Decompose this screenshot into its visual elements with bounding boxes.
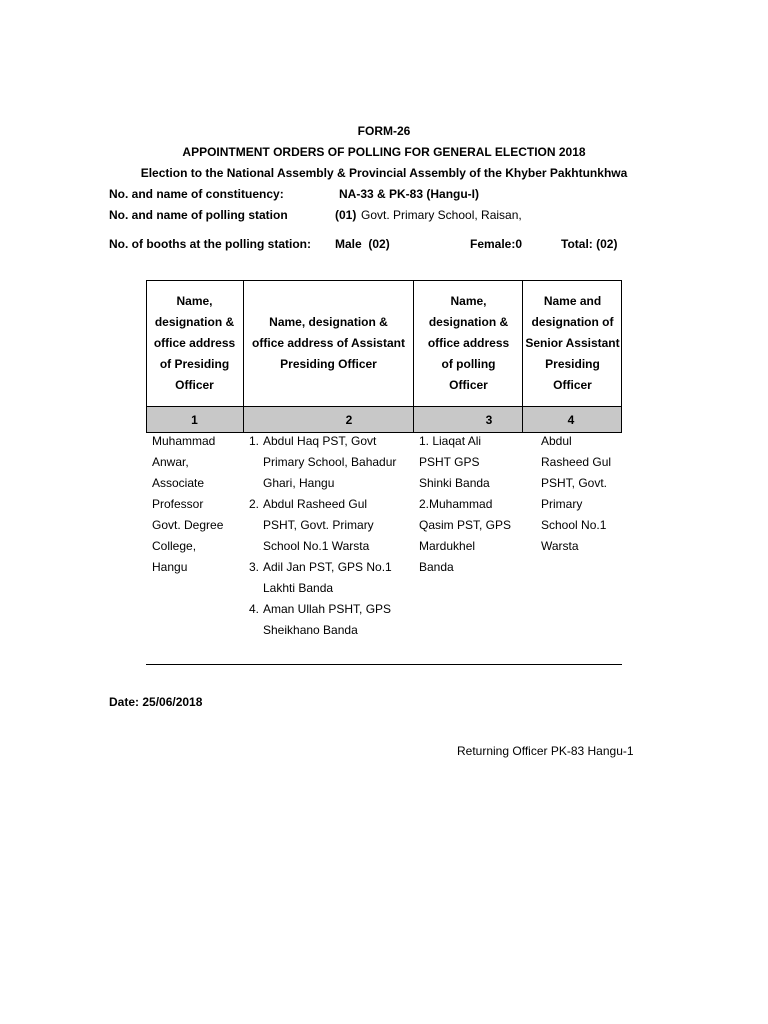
table-border-right bbox=[621, 280, 622, 433]
list-item bbox=[249, 557, 414, 599]
booths-label: No. of booths at the polling station: bbox=[109, 237, 311, 251]
cell-line: PSHT, Govt. bbox=[541, 476, 608, 490]
cell-line: School No.1 Warsta bbox=[263, 539, 370, 553]
presiding-officer-cell bbox=[152, 431, 244, 578]
cell-line: College, bbox=[152, 539, 197, 553]
polling-station-label: No. and name of polling station bbox=[109, 208, 288, 222]
cell-line: Abdul Rasheed Gul bbox=[263, 497, 368, 511]
cell-line: Sheikhano Banda bbox=[263, 623, 358, 637]
column-number-2: 2 bbox=[345, 412, 353, 427]
cell-line: School No.1 bbox=[541, 518, 607, 532]
cell-line: Banda bbox=[419, 560, 454, 574]
cell-line: Primary bbox=[541, 497, 583, 511]
column-number-4: 4 bbox=[567, 412, 575, 427]
column-header-senior-assistant: Name and designation of Senior Assistant Presiding Officer bbox=[525, 293, 620, 392]
cell-line: Aman Ullah PSHT, GPS bbox=[263, 602, 392, 616]
assistant-presiding-officers-list bbox=[249, 431, 414, 641]
cell-line: Govt. Degree bbox=[152, 518, 224, 532]
constituency-value: NA-33 & PK-83 (Hangu-I) bbox=[339, 187, 480, 201]
document-title: APPOINTMENT ORDERS OF POLLING FOR GENERAL ELECTION 2018 bbox=[182, 145, 586, 159]
list-item bbox=[249, 431, 414, 494]
polling-officers-cell bbox=[419, 431, 523, 578]
column-number-3: 3 bbox=[485, 412, 493, 427]
cell-line: Shinki Banda bbox=[419, 476, 490, 490]
document-subtitle: Election to the National Assembly & Provincial Assembly of the Khyber Pakhtunkhwa bbox=[140, 166, 628, 180]
cell-line: Qasim PST, GPS bbox=[419, 518, 512, 532]
column-header-assistant-presiding-officer: Name, designation & office address of Assistant Presiding Officer bbox=[252, 314, 405, 371]
cell-line: Mardukhel bbox=[419, 539, 476, 553]
list-number: 3. bbox=[249, 560, 260, 574]
cell-line: PSHT GPS bbox=[419, 455, 480, 469]
date-label: Date: 25/06/2018 bbox=[109, 695, 203, 709]
cell-line: Hangu bbox=[152, 560, 188, 574]
cell-line: Adil Jan PST, GPS No.1 bbox=[263, 560, 392, 574]
booths-total: Total: (02) bbox=[561, 237, 618, 251]
senior-assistant-cell bbox=[541, 431, 631, 557]
form-number: FORM-26 bbox=[357, 124, 411, 138]
column-header-presiding-officer: Name, designation & office address of Presiding Officer bbox=[153, 293, 236, 392]
cell-line: PSHT, Govt. Primary bbox=[263, 518, 374, 532]
officers-table bbox=[146, 280, 622, 433]
list-number: 2. bbox=[249, 497, 260, 511]
cell-line: Muhammad bbox=[152, 434, 216, 448]
cell-line: 1. Liaqat Ali bbox=[419, 434, 482, 448]
cell-line: Rasheed Gul bbox=[541, 455, 612, 469]
cell-line: Anwar, bbox=[152, 455, 189, 469]
cell-line: Warsta bbox=[541, 539, 579, 553]
cell-line: Professor bbox=[152, 497, 204, 511]
list-item bbox=[249, 599, 414, 641]
polling-station-name: Govt. Primary School, Raisan, bbox=[361, 208, 522, 222]
cell-line: Ghari, Hangu bbox=[263, 476, 335, 490]
cell-line: Abdul bbox=[541, 434, 572, 448]
booths-male: Male (02) bbox=[335, 237, 390, 251]
booths-female: Female:0 bbox=[470, 237, 523, 251]
cell-line: Abdul Haq PST, Govt bbox=[263, 434, 377, 448]
constituency-label: No. and name of constituency: bbox=[109, 187, 284, 201]
cell-line: 2.Muhammad bbox=[419, 497, 493, 511]
signature-block: Returning Officer PK-83 Hangu-1 bbox=[457, 744, 634, 758]
cell-line: Associate bbox=[152, 476, 205, 490]
separator-line bbox=[146, 664, 622, 665]
cell-line: Primary School, Bahadur bbox=[263, 455, 397, 469]
polling-station-number: (01) bbox=[335, 208, 357, 222]
list-number: 1. bbox=[249, 434, 260, 448]
column-number-1: 1 bbox=[191, 412, 198, 427]
list-item bbox=[249, 494, 414, 557]
column-header-polling-officer: Name, designation & office address of polling Officer bbox=[427, 293, 510, 392]
list-number: 4. bbox=[249, 602, 260, 616]
cell-line: Lakhti Banda bbox=[263, 581, 334, 595]
